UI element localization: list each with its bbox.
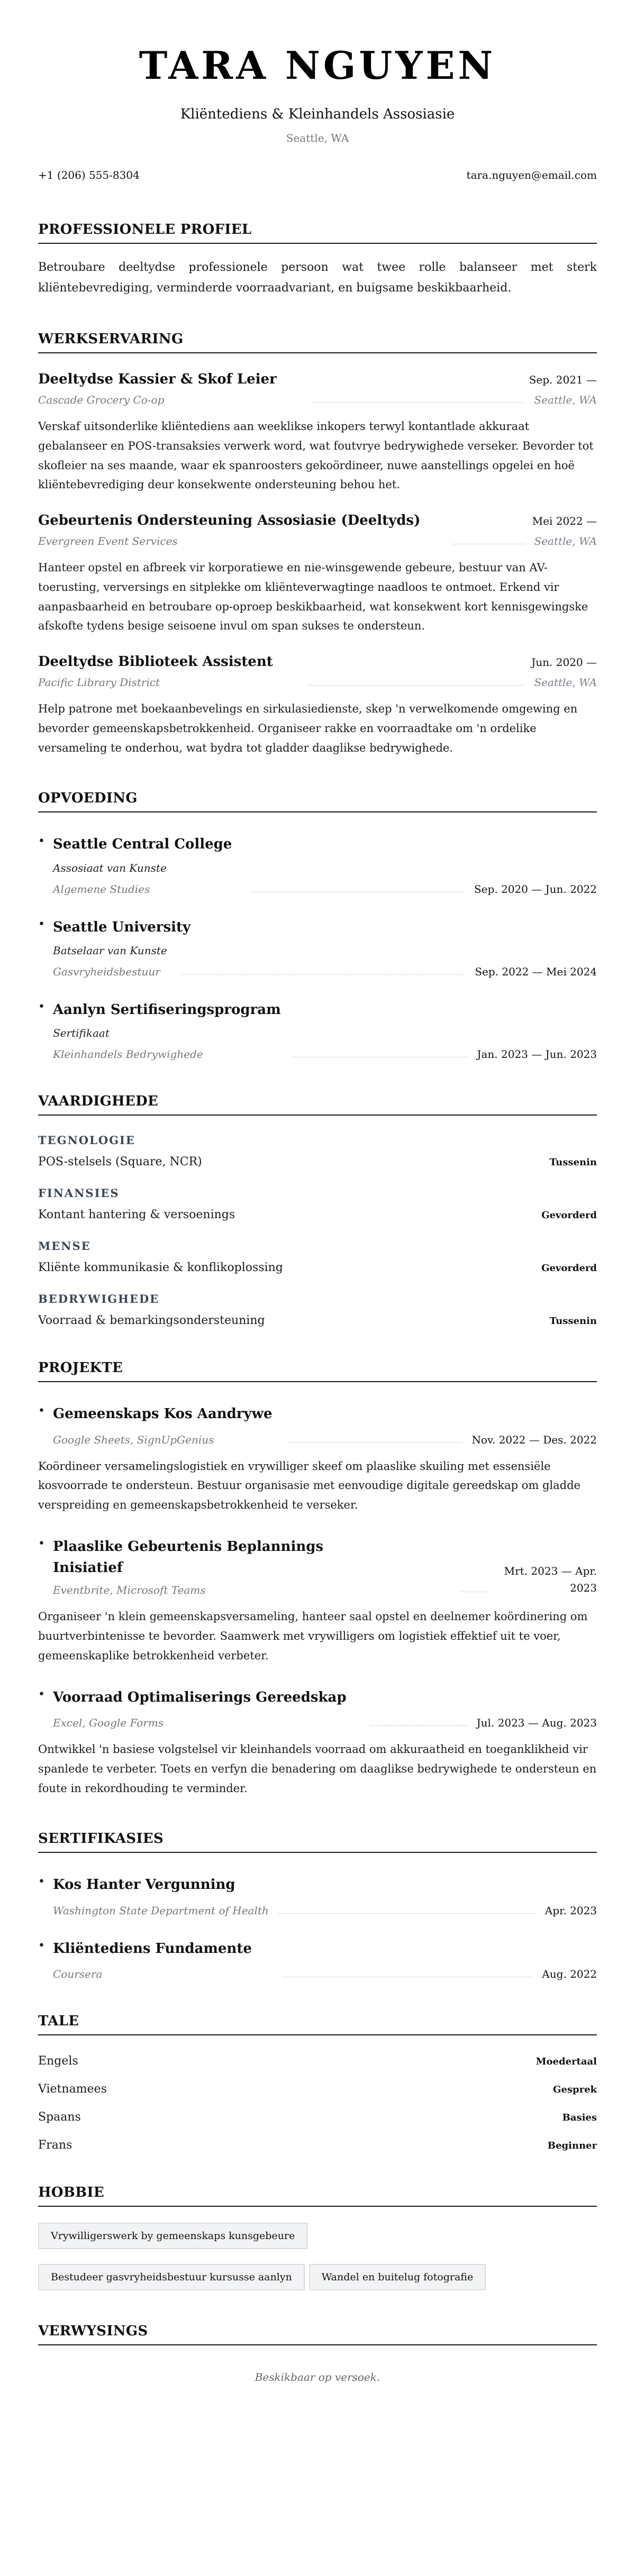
school-name: • Aanlyn Sertifiseringsprogram [53,1002,281,1018]
projects-section [38,1360,597,1798]
skill-level: Tussenin [549,1157,597,1168]
section-title: SERTIFIKASIES [38,1831,597,1853]
language-level: Gesprek [553,2084,597,2095]
field-of-study: Gasvryheidsbestuur [53,965,160,979]
job-title: Gebeurtenis Ondersteuning Assosiasie (Deeltyds) [38,513,421,529]
education-date: Sep. 2020 — Jun. 2022 [474,882,597,896]
hobby-tags [38,2223,597,2290]
language-name: Vietnamees [38,2082,107,2096]
contact-row [38,169,597,181]
skill-category [38,1292,597,1327]
candidate-name: TARA NGUYEN [139,43,496,88]
hobby-tag: Vrywilligerswerk by gemeenskaps kunsgebeure [38,2223,307,2249]
job-description: Hanteer opstel en afbreek vir korporatiewe en nie-winsgewende gebeure, bestuur van AV-toerusting, verversings en sitplekke om kliënteverwagtinge naadloos te ontmoet. Erkend vir aanpasbaarheid en betroubare op-oproep beskikbaarheid, wat konsekwent kort kennisgewingske afskofte tydens besige seisoene invul om span sukses te ondersteun. [38,561,588,633]
language-row [38,2139,597,2152]
education-entry [38,834,597,895]
project-date: Mrt. 2023 — Apr. 2023 [504,1565,597,1595]
job-entry [38,513,597,636]
certification-entry [38,1874,597,1916]
project-entry [38,1403,597,1515]
certification-name: • Kliëntediens Fundamente [53,1940,252,1957]
language-name: Engels [38,2054,78,2068]
language-level: Moedertaal [536,2056,597,2067]
project-description: Organiseer 'n klein gemeenskapsversameling, hanteer saal opstel en deelnemer koördinering om buurtverbintenisse te bevorder. Saamwerk met vrywilligers om logistiek effektief uit te voer, gemeenskaplike betrokkenheid verbeter. [38,1610,588,1662]
candidate-subtitle: Kliëntediens & Kleinhandels Assosiasie [180,106,455,123]
education-section [38,790,597,1061]
language-row [38,2054,597,2068]
skill-category [38,1239,597,1274]
experience-section [38,331,597,757]
school-name: • Seattle University [53,919,191,935]
section-title: OPVOEDING [38,790,597,812]
skill-level: Gevorderd [541,1263,597,1274]
email[interactable]: tara.nguyen@email.com [466,169,597,182]
project-tools: Excel, Google Forms [53,1716,164,1730]
degree: Assosiaat van Kunste [53,861,167,874]
project-date: Nov. 2022 — Des. 2022 [471,1433,597,1446]
profile-section [38,222,597,298]
references-text: Beskikbaar op versoek. [255,2370,380,2383]
degree: Sertifikaat [53,1027,110,1040]
section-title: PROFESSIONELE PROFIEL [38,222,597,244]
job-company: Pacific Library District [38,676,160,689]
education-entry [38,917,597,978]
job-company: Evergreen Event Services [38,535,178,548]
language-level: Beginner [547,2140,597,2151]
skill-category [38,1134,597,1168]
project-description: Koördineer versamelingslogistiek en vrywilliger skeef om plaaslike skuiling met essensiële kosvoorrade te ondersteun. Bestuur organisasie met eenvoudige digitale gereedskap om gladde verspreiding en gemeenskapsbetrokkenheid te verseker. [38,1459,580,1512]
project-title: • Voorraad Optimaliserings Gereedskap [53,1689,347,1705]
job-date: Jun. 2020 — [531,656,597,669]
certification-date: Aug. 2022 [542,1967,597,1980]
language-row [38,2082,597,2096]
profile-text: Betroubare deeltydse professionele persoon wat twee rolle balanseer met sterk kliëntebevrediging, verminderde voorraadvariant, en buigsame beskikbaarheid. [38,261,597,295]
skill-level: Tussenin [549,1316,597,1327]
language-name: Spaans [38,2110,81,2124]
project-tools: Google Sheets, SignUpGenius [53,1433,214,1446]
section-title: PROJEKTE [38,1360,597,1382]
project-description: Ontwikkel 'n basiese volgstelsel vir kleinhandels voorraad om akkuraatheid en toeganklikheid vir spanlede te verbeter. Toets en verfyn die benadering om daaglikse bedrywighede te ondersteun en foute in rekordhouding te verminder. [38,1743,597,1795]
hobbies-section [38,2185,597,2290]
project-date: Jul. 2023 — Aug. 2023 [476,1716,597,1730]
language-name: Frans [38,2138,72,2152]
job-company: Cascade Grocery Co-op [38,394,165,407]
project-title: • Plaaslike Gebeurtenis Beplannings Inisiatief [53,1538,324,1576]
field-of-study: Algemene Studies [53,882,150,896]
language-row [38,2111,597,2124]
job-location: Seattle, WA [534,535,597,548]
hobby-tag: Bestudeer gasvryheidsbestuur kursusse aanlyn [38,2264,305,2290]
skill-category-name: MENSE [38,1239,91,1253]
section-title: VAARDIGHEDE [38,1093,597,1116]
skill-category [38,1186,597,1221]
project-entry [38,1687,597,1798]
skill-level: Gevorderd [541,1210,597,1221]
certification-name: • Kos Hanter Vergunning [53,1877,235,1893]
education-entry [38,999,597,1061]
dotted-leader [308,685,524,686]
skill-category-name: FINANSIES [38,1186,120,1200]
education-date: Sep. 2022 — Mei 2024 [475,965,597,979]
skill-name: Kliënte kommunikasie & konflikoplossing [38,1261,283,1275]
hobby-tag: Wandel en buitelug fotografie [309,2264,486,2290]
skill-category-name: BEDRYWIGHEDE [38,1292,160,1306]
candidate-location: Seattle, WA [286,132,349,145]
section-title: TALE [38,2013,597,2035]
certifications-section [38,1831,597,1980]
degree: Batselaar van Kunste [53,944,167,957]
references-section [38,2323,597,2383]
job-date: Mei 2022 — [532,515,597,528]
certification-issuer: Coursera [53,1967,103,1980]
dotted-leader [288,1442,462,1443]
skill-category-name: TEGNOLOGIE [38,1134,135,1147]
section-title: VERWYSINGS [38,2323,597,2345]
certification-issuer: Washington State Department of Health [53,1904,269,1917]
certification-date: Apr. 2023 [545,1904,597,1917]
job-entry [38,654,597,757]
school-name: • Seattle Central College [53,836,232,853]
certification-entry [38,1938,597,1980]
job-location: Seattle, WA [534,394,597,407]
dotted-leader [278,1913,536,1914]
dotted-leader [182,974,466,975]
resume-header [38,44,597,144]
job-title: Deeltydse Kassier & Skof Leier [38,371,277,388]
job-entry [38,371,597,495]
languages-section [38,2013,597,2152]
phone[interactable]: +1 (206) 555-8304 [38,169,140,182]
skill-name: POS-stelsels (Square, NCR) [38,1155,202,1169]
section-title: WERKSERVARING [38,331,597,353]
field-of-study: Kleinhandels Bedrywighede [53,1048,203,1061]
project-tools: Eventbrite, Microsoft Teams [53,1584,206,1597]
project-entry [38,1536,597,1666]
dotted-leader [370,1725,467,1726]
skill-name: Voorraad & bemarkingsondersteuning [38,1314,265,1328]
job-title: Deeltydse Biblioteek Assistent [38,654,273,670]
job-description: Verskaf uitsonderlike kliëntediens aan weeklikse inkopers terwyl kontantlade akkuraat gebalanseer en POS-transaksies verwerk word, wat foutvrye bedrywighede verseker. Bevorder tot skofleier na ses maande, waar ek spanroosters gekoördineer, nuwe aanstellings opgelei en hoë kliëntebevrediging deur konsekwente ondersteuning behou het. [38,420,594,491]
education-date: Jan. 2023 — Jun. 2023 [477,1048,597,1061]
project-title: • Gemeenskaps Kos Aandrywe [53,1406,273,1422]
job-description: Help patrone met boekaanbevelings en sirkulasiedienste, skep 'n verwelkomende omgewing en bevorder gemeenskapsbetrokkenheid. Organiseer rakke en voorraadtake om 'n ordelike versameling te onderhou, wat bydra tot gladder daaglikse bedrywighede. [38,702,578,754]
skill-name: Kontant hantering & versoenings [38,1208,235,1222]
language-level: Basies [562,2112,597,2123]
skills-section [38,1093,597,1327]
job-date: Sep. 2021 — [529,373,597,387]
section-title: HOBBIE [38,2185,597,2207]
job-location: Seattle, WA [534,676,597,689]
